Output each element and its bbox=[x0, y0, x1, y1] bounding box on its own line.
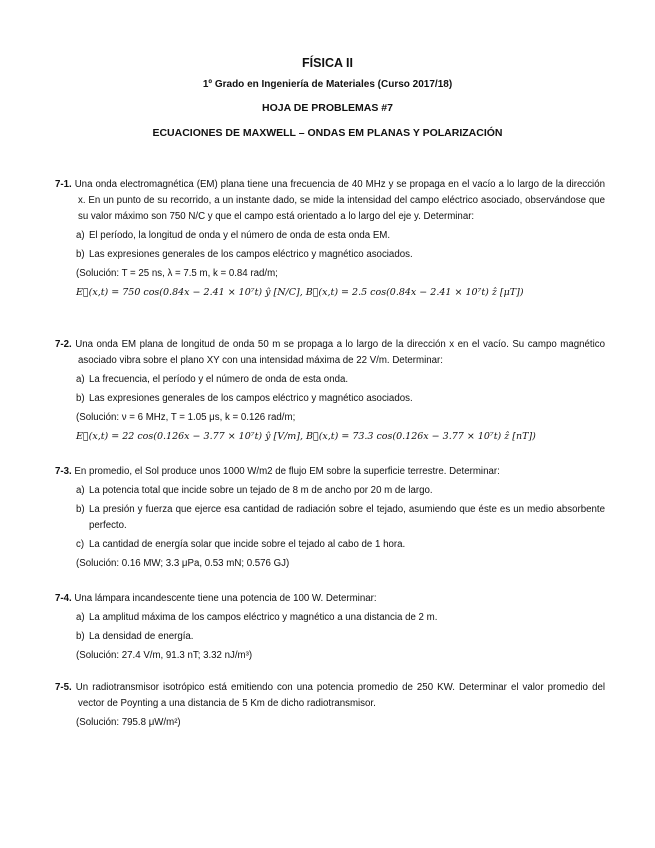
problem-statement bbox=[55, 177, 605, 225]
problem-item bbox=[55, 629, 605, 645]
problem-text: En promedio, el Sol produce unos 1000 W/m2 de flujo EM sobre la superficie terrestre. Determinar: bbox=[74, 466, 500, 477]
item-label: b) bbox=[76, 504, 85, 515]
problem-number: 7-1. bbox=[55, 179, 72, 190]
problem-7-1 bbox=[55, 177, 605, 301]
item-text: La amplitud máxima de los campos eléctrico y magnético a una distancia de 2 m. bbox=[89, 612, 438, 623]
problem-item bbox=[55, 502, 605, 534]
solution-equation: E⃗(x,t) = 750 cos(0.84x − 2.41 × 10⁷t) ŷ [N/C], B⃗(x,t) = 2.5 cos(0.84x − 2.41 × 10⁷t) ẑ [μT]) bbox=[76, 287, 524, 298]
item-label: b) bbox=[76, 249, 85, 260]
problem-statement bbox=[55, 680, 605, 712]
problem-item bbox=[55, 537, 605, 553]
item-label: a) bbox=[76, 485, 85, 496]
course-subtitle: 1º Grado en Ingeniería de Materiales (Curso 2017/18) bbox=[202, 79, 453, 90]
solution-text: (Solución: T = 25 ns, λ = 7.5 m, k = 0.84 rad/m; bbox=[76, 268, 278, 279]
sheet-title: HOJA DE PROBLEMAS #7 bbox=[262, 102, 393, 114]
item-text: La cantidad de energía solar que incide sobre el tejado al cabo de 1 hora. bbox=[89, 539, 406, 550]
item-text: La potencia total que incide sobre un tejado de 8 m de ancho por 20 m de largo. bbox=[89, 485, 433, 496]
problem-item bbox=[55, 372, 605, 388]
problem-statement bbox=[55, 464, 605, 480]
problem-item bbox=[55, 483, 605, 499]
problem-number: 7-3. bbox=[55, 466, 72, 477]
problem-item bbox=[55, 247, 605, 263]
problem-7-5 bbox=[55, 680, 605, 731]
item-label: a) bbox=[76, 612, 85, 623]
solution-equation: E⃗(x,t) = 22 cos(0.126x − 3.77 × 10⁷t) ŷ [V/m], B⃗(x,t) = 73.3 cos(0.126x − 3.77 × 10⁷t) ẑ [nT]) bbox=[76, 431, 536, 442]
item-label: b) bbox=[76, 631, 85, 642]
problem-item bbox=[55, 228, 605, 244]
item-label: a) bbox=[76, 374, 85, 385]
item-text: El período, la longitud de onda y el número de onda de esta onda EM. bbox=[89, 230, 391, 241]
item-text: Las expresiones generales de los campos eléctrico y magnético asociados. bbox=[89, 249, 413, 260]
problem-statement bbox=[55, 591, 605, 607]
problem-7-3 bbox=[55, 464, 605, 572]
problem-7-2 bbox=[55, 337, 605, 445]
problem-statement bbox=[55, 337, 605, 369]
problem-number: 7-5. bbox=[55, 682, 72, 693]
item-label: b) bbox=[76, 393, 85, 404]
problem-item bbox=[55, 610, 605, 626]
item-text: La densidad de energía. bbox=[89, 631, 194, 642]
problem-text: Una onda electromagnética (EM) plana tiene una frecuencia de 40 MHz y se propaga en el vacío a lo largo de la dirección x. En un punto de su recorrido, a un instante dado, se mide la intensidad del campo eléctrico asociado, observándose que su valor máximo son 750 N/C y que el campo está orientado a lo largo del eje y. Determinar: bbox=[74, 179, 605, 222]
item-text: La frecuencia, el período y el número de onda de esta onda. bbox=[89, 374, 349, 385]
solution-text: (Solución: 0.16 MW; 3.3 μPa, 0.53 mN; 0.576 GJ) bbox=[76, 558, 290, 569]
document-title: FÍSICA II bbox=[302, 56, 353, 70]
problem-text: Una onda EM plana de longitud de onda 50 m se propaga a lo largo de la dirección x en el vacío. Su campo magnético asociado vibra sobre el plano XY con una intensidad máxima de 22 V/m. Determinar: bbox=[75, 339, 605, 366]
problem-text: Una lámpara incandescente tiene una potencia de 100 W. Determinar: bbox=[74, 593, 377, 604]
problem-number: 7-4. bbox=[55, 593, 72, 604]
item-label: c) bbox=[76, 539, 85, 550]
solution-text: (Solución: ν = 6 MHz, T = 1.05 μs, k = 0.126 rad/m; bbox=[76, 412, 296, 423]
problem-7-4 bbox=[55, 591, 605, 664]
solution-text: (Solución: 795.8 μW/m²) bbox=[76, 717, 181, 728]
item-label: a) bbox=[76, 230, 85, 241]
topic-title: ECUACIONES DE MAXWELL – ONDAS EM PLANAS Y POLARIZACIÓN bbox=[152, 127, 503, 139]
problem-item bbox=[55, 391, 605, 407]
problem-number: 7-2. bbox=[55, 339, 72, 350]
problem-text: Un radiotransmisor isotrópico está emitiendo con una potencia promedio de 250 KW. Determinar el valor promedio del vector de Poynting a una distancia de 5 Km de dicho radiotransmisor. bbox=[75, 682, 605, 709]
solution-text: (Solución: 27.4 V/m, 91.3 nT; 3.32 nJ/m³) bbox=[76, 650, 253, 661]
item-text: Las expresiones generales de los campos eléctrico y magnético asociados. bbox=[89, 393, 413, 404]
item-text: La presión y fuerza que ejerce esa cantidad de radiación sobre el tejado, asumiendo que éste es un medio absorbente perfecto. bbox=[89, 504, 605, 531]
